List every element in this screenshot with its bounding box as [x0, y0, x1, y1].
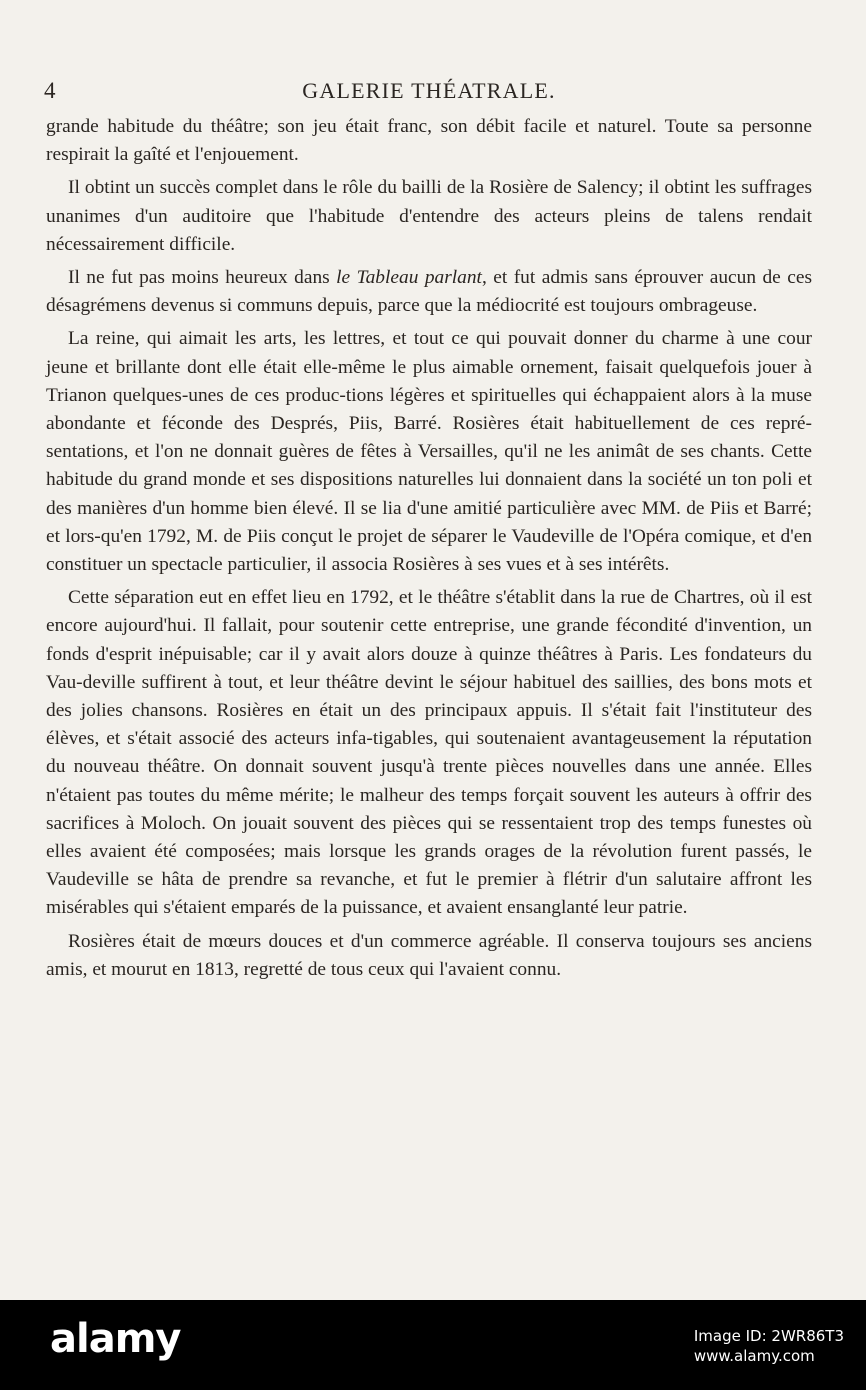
- running-title: GALERIE THÉATRALE.: [302, 78, 556, 103]
- italic-title: le Tableau parlant: [336, 267, 482, 289]
- image-id: Image ID: 2WR86T3: [693, 1327, 844, 1345]
- watermark-meta: [694, 1326, 844, 1366]
- alamy-logo: alamy: [50, 1316, 181, 1362]
- paragraph-2: Il obtint un succès complet dans le rôle du bailli de la Rosière de Salency; il obtint les suffrages unanimes d'un auditoire que l'habitude d'entendre des acteurs pleins de talens rendait nécessairement difficile.: [46, 177, 812, 255]
- page-header: [44, 78, 814, 108]
- paragraph-3: Il ne fut pas moins heureux dans le Tableau parlant, et fut admis sans éprouver aucun de ces désagrémens devenus si communs depuis, parce que la médiocrité est toujours ombrageuse.: [46, 267, 813, 317]
- page-number: 4: [44, 78, 56, 103]
- paragraph-6: Rosières était de mœurs douces et d'un commerce agréable. Il conserva toujours ses anciens amis, et mourut en 1813, regretté de tous ceux qui l'avaient connu.: [46, 930, 812, 980]
- paragraph-5: Cette séparation eut en effet lieu en 1792, et le théâtre s'établit dans la rue de Chartres, où il est encore aujourd'hui. Il fallait, pour soutenir cette entreprise, une grande fécondité d'invention, un fonds d'esprit inépuisable; car il y avait alors douze à quinze théâtres à Paris. Les fondateurs du Vau-deville suffirent à tout, et leur théâtre devint le séjour habituel des saillies, des bons mots et des jolies chansons. Rosières en était un des principaux appuis. Il s'était fait l'instituteur des élèves, et s'était associé des acteurs infa-tigables, qui soutenaient avantageusement la réputation du nouveau théâtre. On donnait souvent jusqu'à trente pièces nouvelles dans une année. Elles n'étaient pas toutes du même mérite; le malheur des temps forçait souvent les auteurs à offrir des sacrifices à Moloch. On jouait souvent des pièces qui se ressentaient trop des temps funestes où elles avaient été composées; mais lorsque les grands orages de la révolution furent passés, le Vaudeville se hâta de prendre sa revanche, et fut le premier à flétrir d'un salutaire affront les misérables qui s'étaient emparés de la puissance, et avaient ensanglanté leur patrie.: [46, 587, 812, 919]
- paragraph-1: grande habitude du théâtre; son jeu était franc, son débit facile et naturel. Toute sa personne respirait la gaîté et l'enjouement.: [46, 116, 812, 166]
- watermark-url: www.alamy.com: [693, 1347, 815, 1365]
- body-text: [46, 113, 812, 989]
- paragraph-4: La reine, qui aimait les arts, les lettres, et tout ce qui pouvait donner du charme à une cour jeune et brillante dont elle était elle-même le plus aimable ornement, faisait quelquefois jouer à Trianon quelques-unes de ces produc-tions légères et spirituelles qui échappaient alors à la muse abondante et féconde des Després, Piis, Barré. Rosières était habituellement de ces repré-sentations, et l'on ne donnait guères de fêtes à Versailles, qu'il ne les animât de ses chants. Cette habitude du grand monde et ses dispositions naturelles lui donnaient dans la société un ton poli et des manières d'un homme bien élevé. Il se lia d'une amitié particulière avec MM. de Piis et Barré; et lors-qu'en 1792, M. de Piis conçut le projet de séparer le Vaudeville de l'Opéra comique, et d'en constituer un spectacle particulier, il associa Rosières à ses vues et à ses intérêts.: [46, 328, 813, 576]
